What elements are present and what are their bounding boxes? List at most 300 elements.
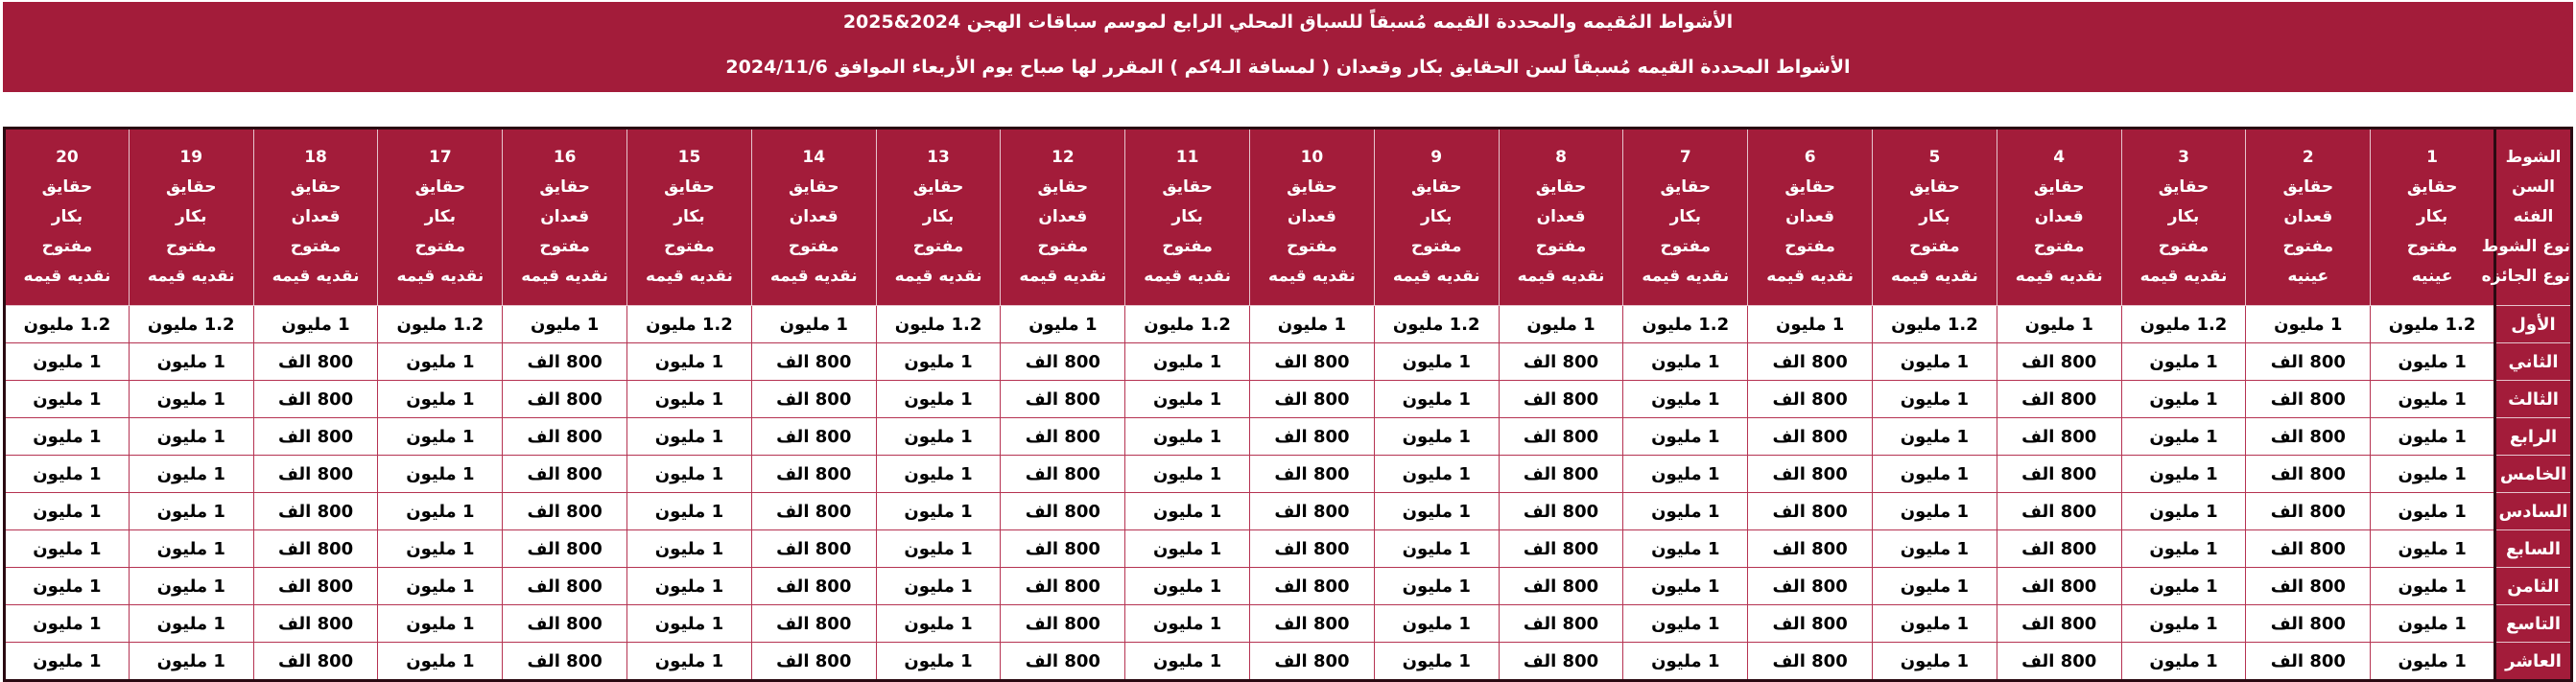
prize-cell: 1 مليون — [876, 343, 1001, 381]
prize-cell: 800 الف — [1001, 343, 1125, 381]
race-number: 15 — [677, 148, 701, 167]
prize-cell: 800 الف — [1001, 456, 1125, 493]
banner-title-line-1: الأشواط المُقيمه والمحددة القيمه مُسبقاً للسباق المحلي الرابع لموسم سباقات الهجن 2024&2025 — [842, 12, 1734, 33]
prize-cell: 1 مليون — [378, 456, 503, 493]
prize-cell: 1 مليون — [1623, 456, 1748, 493]
prize-cell: 1 مليون — [2371, 605, 2495, 643]
prize-cell: 1 مليون — [2371, 568, 2495, 605]
prize-cell: 800 الف — [1997, 418, 2121, 456]
table-row — [5, 381, 2572, 418]
prize-cell: 1 مليون — [627, 456, 752, 493]
prize-cell: 1 مليون — [1125, 530, 1250, 568]
race-category: بكار — [2167, 207, 2200, 226]
place-label: الرابع — [2495, 418, 2572, 456]
prize-cell: 1 مليون — [1623, 605, 1748, 643]
prize-cell: 800 الف — [751, 456, 876, 493]
race-number: 10 — [1300, 148, 1324, 167]
race-number: 14 — [802, 148, 826, 167]
race-number: 18 — [304, 148, 327, 167]
prize-cell: 1 مليون — [627, 381, 752, 418]
prize-cell: 1 مليون — [1374, 456, 1499, 493]
race-header-11 — [1125, 129, 1250, 306]
prize-cell: 1 مليون — [2121, 493, 2246, 530]
prize-cell: 1 مليون — [876, 568, 1001, 605]
prize-cell: 1 مليون — [5, 418, 130, 456]
race-type: مفتوح — [1410, 237, 1462, 256]
race-prize-type: نقديه قيمه — [2139, 267, 2228, 286]
race-age: حقايق — [165, 177, 217, 197]
prize-cell: 1 مليون — [129, 493, 253, 530]
race-header-7 — [1623, 129, 1748, 306]
place-label: التاسع — [2495, 605, 2572, 643]
title-banner — [3, 2, 2573, 92]
prize-cell: 1 مليون — [1125, 493, 1250, 530]
prize-cell: 800 الف — [751, 493, 876, 530]
prize-cell: 800 الف — [1001, 381, 1125, 418]
race-prize-type: نقديه قيمه — [894, 267, 982, 286]
race-prize-type: نقديه قيمه — [1144, 267, 1232, 286]
prize-cell: 1.2 مليون — [5, 306, 130, 343]
race-header-2 — [2246, 129, 2371, 306]
race-type: مفتوح — [290, 237, 342, 256]
prize-cell: 1 مليون — [1623, 343, 1748, 381]
prize-cell: 1 مليون — [627, 343, 752, 381]
race-category: قعدان — [291, 207, 341, 226]
race-type: مفتوح — [2406, 237, 2458, 256]
prize-cell: 1 مليون — [876, 643, 1001, 681]
prize-cell: 1 مليون — [627, 568, 752, 605]
prize-cell: 1 مليون — [2371, 493, 2495, 530]
prize-cell: 800 الف — [1997, 643, 2121, 681]
place-label: الأول — [2495, 306, 2572, 343]
prize-cell: 800 الف — [1250, 381, 1375, 418]
prize-cell: 800 الف — [253, 456, 378, 493]
race-type: مفتوح — [1287, 237, 1337, 256]
prize-cell: 1 مليون — [1374, 493, 1499, 530]
prize-cell: 1 مليون — [1623, 418, 1748, 456]
race-category: بكار — [2416, 207, 2448, 226]
prize-cell: 1 مليون — [2121, 605, 2246, 643]
race-age: حقايق — [2033, 177, 2085, 197]
prize-cell: 800 الف — [2246, 381, 2371, 418]
race-number: 6 — [1804, 148, 1816, 167]
prize-cell: 1 مليون — [1374, 418, 1499, 456]
table-row — [5, 643, 2572, 681]
prize-cell: 800 الف — [1748, 643, 1873, 681]
prize-cell: 1 مليون — [1125, 643, 1250, 681]
race-age: حقايق — [2282, 177, 2334, 197]
place-label: الثاني — [2495, 343, 2572, 381]
prize-cell: 800 الف — [1997, 456, 2121, 493]
prize-cell: 800 الف — [503, 643, 627, 681]
prize-cell: 1 مليون — [751, 306, 876, 343]
prize-cell: 1.2 مليون — [2371, 306, 2495, 343]
prize-cell: 800 الف — [2246, 418, 2371, 456]
prize-cell: 800 الف — [1250, 456, 1375, 493]
race-category: قعدان — [540, 207, 590, 226]
prize-cell: 1 مليون — [5, 456, 130, 493]
banner-title-line-2: الأشواط المحددة القيمه مُسبقاً لسن الحقايق بكار وقعدان ( لمسافة الـ4كم ) المقرر لها صباح يوم الأربعاء الموافق 2024/11/6 — [725, 57, 1851, 78]
prize-cell: 1 مليون — [5, 343, 130, 381]
race-number: 16 — [553, 148, 577, 167]
prize-cell: 1 مليون — [378, 381, 503, 418]
prize-cell: 1 مليون — [503, 306, 627, 343]
prize-cell: 800 الف — [1499, 381, 1623, 418]
race-prize-type: عينيه — [2287, 267, 2329, 286]
race-header-15 — [627, 129, 752, 306]
race-age: حقايق — [1784, 177, 1835, 197]
prize-cell: 1.2 مليون — [1623, 306, 1748, 343]
prize-cell: 800 الف — [751, 568, 876, 605]
prize-cell: 1 مليون — [129, 643, 253, 681]
race-category: بكار — [176, 207, 207, 226]
prize-cell: 800 الف — [503, 530, 627, 568]
prize-cell: 1 مليون — [2371, 456, 2495, 493]
prize-cell: 800 الف — [1499, 343, 1623, 381]
prize-cell: 1 مليون — [876, 381, 1001, 418]
race-age: حقايق — [1287, 177, 1337, 197]
prize-cell: 1 مليون — [876, 530, 1001, 568]
race-header-8 — [1499, 129, 1623, 306]
prize-cell: 800 الف — [1250, 343, 1375, 381]
prize-cell: 1 مليون — [253, 306, 378, 343]
table-row — [5, 568, 2572, 605]
prize-cell: 800 الف — [1748, 343, 1873, 381]
race-prize-type: نقديه قيمه — [521, 267, 609, 286]
prize-cell: 1 مليون — [1748, 306, 1873, 343]
race-category: بكار — [922, 207, 955, 226]
race-category: قعدان — [2283, 207, 2333, 226]
race-category: بكار — [424, 207, 457, 226]
prize-cell: 800 الف — [751, 343, 876, 381]
race-number: 11 — [1175, 148, 1199, 167]
prize-cell: 800 الف — [1997, 381, 2121, 418]
prize-cell: 1 مليون — [1499, 306, 1623, 343]
prize-cell: 1 مليون — [1997, 306, 2121, 343]
race-type: مفتوح — [1037, 237, 1089, 256]
prize-cell: 1 مليون — [627, 530, 752, 568]
row-header-labels-cell — [2481, 129, 2572, 306]
race-category: قعدان — [789, 207, 839, 226]
prize-cell: 1 مليون — [2121, 568, 2246, 605]
race-number: 2 — [2302, 148, 2314, 167]
race-prize-type: نقديه قيمه — [23, 267, 111, 286]
prize-cell: 800 الف — [751, 381, 876, 418]
prize-cell: 800 الف — [503, 493, 627, 530]
prize-cell: 800 الف — [1250, 530, 1375, 568]
prize-cell: 1 مليون — [2371, 418, 2495, 456]
race-type: مفتوح — [1535, 237, 1587, 256]
race-age: حقايق — [1037, 177, 1089, 197]
race-age: حقايق — [41, 177, 93, 197]
race-header-20 — [5, 129, 130, 306]
prize-cell: 1 مليون — [1873, 643, 1997, 681]
prize-cell: 1 مليون — [1374, 381, 1499, 418]
prize-cell: 1 مليون — [129, 456, 253, 493]
prize-cell: 800 الف — [1499, 418, 1623, 456]
race-header-6 — [1748, 129, 1873, 306]
prize-cell: 800 الف — [1499, 456, 1623, 493]
race-number: 12 — [1052, 148, 1075, 167]
race-type: مفتوح — [1660, 237, 1712, 256]
race-prize-type: نقديه قيمه — [147, 267, 235, 286]
prize-cell: 1 مليون — [1873, 456, 1997, 493]
race-type: مفتوح — [2033, 237, 2085, 256]
prize-cell: 800 الف — [503, 568, 627, 605]
race-prize-type: نقديه قيمه — [1891, 267, 1978, 286]
prize-cell: 800 الف — [1499, 568, 1623, 605]
race-age: حقايق — [2406, 177, 2458, 197]
race-prize-type: نقديه قيمه — [2015, 267, 2103, 286]
race-age: حقايق — [788, 177, 839, 197]
prize-cell: 1 مليون — [627, 493, 752, 530]
prize-cell: 800 الف — [503, 343, 627, 381]
race-prize-type: نقديه قيمه — [1766, 267, 1855, 286]
race-prizes-table — [3, 127, 2573, 682]
prize-cell: 1 مليون — [1125, 605, 1250, 643]
prize-cell: 1 مليون — [2371, 343, 2495, 381]
prize-cell: 1 مليون — [5, 530, 130, 568]
race-type: مفتوح — [2158, 237, 2210, 256]
prize-cell: 800 الف — [1499, 530, 1623, 568]
race-age: حقايق — [414, 177, 466, 197]
table-row — [5, 493, 2572, 530]
table-row — [5, 306, 2572, 343]
race-type: مفتوح — [165, 237, 217, 256]
race-number: 9 — [1430, 148, 1443, 167]
race-type: مفتوح — [414, 237, 466, 256]
prize-cell: 1 مليون — [1374, 530, 1499, 568]
race-category: بكار — [674, 207, 705, 226]
prize-cell: 800 الف — [253, 381, 378, 418]
prize-cell: 1 مليون — [1374, 568, 1499, 605]
prize-cell: 1 مليون — [129, 343, 253, 381]
prize-cell: 1 مليون — [378, 568, 503, 605]
prize-cell: 1 مليون — [2121, 530, 2246, 568]
race-header-18 — [253, 129, 378, 306]
prize-cell: 1 مليون — [129, 605, 253, 643]
prize-cell: 1 مليون — [1873, 530, 1997, 568]
prize-cell: 800 الف — [253, 643, 378, 681]
prize-cell: 800 الف — [253, 568, 378, 605]
prize-cell: 800 الف — [1001, 418, 1125, 456]
race-prize-type: نقديه قيمه — [769, 267, 858, 286]
race-prize-type: نقديه قيمه — [272, 267, 360, 286]
prize-cell: 800 الف — [1001, 568, 1125, 605]
prize-cell: 800 الف — [1748, 568, 1873, 605]
prize-cell: 1 مليون — [1374, 643, 1499, 681]
race-type: مفتوح — [664, 237, 715, 256]
prize-cell: 1 مليون — [1623, 643, 1748, 681]
table-row — [5, 530, 2572, 568]
prize-cell: 1 مليون — [1125, 381, 1250, 418]
prize-cell: 1 مليون — [2121, 343, 2246, 381]
prize-cell: 1 مليون — [1873, 343, 1997, 381]
race-type: مفتوح — [1909, 237, 1960, 256]
race-number: 7 — [1679, 148, 1691, 167]
race-category: قعدان — [1536, 207, 1586, 226]
race-type: مفتوح — [41, 237, 93, 256]
prize-cell: 1 مليون — [5, 605, 130, 643]
prize-cell: 1.2 مليون — [129, 306, 253, 343]
place-label: السادس — [2495, 493, 2572, 530]
race-header-4 — [1997, 129, 2121, 306]
prize-cell: 1 مليون — [2121, 381, 2246, 418]
prize-cell: 800 الف — [1748, 456, 1873, 493]
prize-cell: 1 مليون — [1001, 306, 1125, 343]
prize-cell: 800 الف — [253, 418, 378, 456]
race-header-16 — [503, 129, 627, 306]
race-type: مفتوح — [912, 237, 964, 256]
race-age: حقايق — [539, 177, 590, 197]
prize-cell: 1 مليون — [1125, 418, 1250, 456]
prize-cell: 1 مليون — [1873, 605, 1997, 643]
race-type: مفتوح — [1162, 237, 1213, 256]
place-label: الخامس — [2495, 456, 2572, 493]
table-row — [5, 456, 2572, 493]
place-label: الثالث — [2495, 381, 2572, 418]
prize-cell: 1 مليون — [129, 568, 253, 605]
prize-cell: 1 مليون — [129, 418, 253, 456]
prize-cell: 800 الف — [253, 493, 378, 530]
race-number: 3 — [2178, 148, 2189, 167]
race-header-9 — [1374, 129, 1499, 306]
prize-cell: 1 مليون — [876, 418, 1001, 456]
prize-cell: 800 الف — [751, 418, 876, 456]
race-header-19 — [129, 129, 253, 306]
prize-cell: 800 الف — [1001, 605, 1125, 643]
prize-cell: 1 مليون — [378, 530, 503, 568]
prize-cell: 1 مليون — [1623, 568, 1748, 605]
race-prize-type: نقديه قيمه — [396, 267, 484, 286]
prize-cell: 800 الف — [1748, 381, 1873, 418]
prize-cell: 800 الف — [1001, 643, 1125, 681]
race-prize-type: نقديه قيمه — [646, 267, 733, 286]
prize-cell: 1 مليون — [2371, 643, 2495, 681]
prize-cell: 1 مليون — [1873, 418, 1997, 456]
prize-cell: 1 مليون — [876, 605, 1001, 643]
race-header-1 — [2371, 129, 2495, 306]
prize-cell: 800 الف — [1997, 530, 2121, 568]
race-number: 8 — [1555, 148, 1567, 167]
prize-cell: 1 مليون — [627, 418, 752, 456]
prize-cell: 1 مليون — [1374, 343, 1499, 381]
prize-cell: 800 الف — [1997, 343, 2121, 381]
prize-cell: 800 الف — [1499, 643, 1623, 681]
race-age: حقايق — [1909, 177, 1960, 197]
prize-cell: 800 الف — [1997, 493, 2121, 530]
prize-cell: 800 الف — [503, 456, 627, 493]
prize-cell: 1 مليون — [2371, 530, 2495, 568]
race-age: حقايق — [1535, 177, 1587, 197]
prize-cell: 1 مليون — [5, 643, 130, 681]
prize-cell: 800 الف — [1001, 493, 1125, 530]
prize-cell: 800 الف — [253, 343, 378, 381]
prize-cell: 1 مليون — [1873, 493, 1997, 530]
prize-cell: 800 الف — [1748, 530, 1873, 568]
place-label: السابع — [2495, 530, 2572, 568]
prize-cell: 1 مليون — [378, 418, 503, 456]
prize-cell: 1 مليون — [627, 643, 752, 681]
prize-cell: 1 مليون — [1623, 493, 1748, 530]
prize-cell: 800 الف — [1499, 493, 1623, 530]
prize-cell: 800 الف — [751, 605, 876, 643]
prize-cell: 1 مليون — [378, 643, 503, 681]
header-label-race: الشوط — [2505, 148, 2562, 167]
prize-cell: 1 مليون — [5, 568, 130, 605]
prize-cell: 1 مليون — [378, 343, 503, 381]
race-number: 20 — [56, 148, 79, 167]
race-prize-type: نقديه قيمه — [1019, 267, 1107, 286]
race-age: حقايق — [912, 177, 964, 197]
prize-cell: 800 الف — [1250, 605, 1375, 643]
race-age: حقايق — [290, 177, 342, 197]
race-header-12 — [1001, 129, 1125, 306]
prize-cell: 1 مليون — [1374, 605, 1499, 643]
prize-cell: 800 الف — [253, 605, 378, 643]
race-number: 4 — [2053, 148, 2066, 167]
race-header-5 — [1873, 129, 1997, 306]
prize-cell: 1 مليون — [378, 493, 503, 530]
prize-cell: 1 مليون — [5, 493, 130, 530]
race-type: مفتوح — [788, 237, 839, 256]
prize-cell: 1.2 مليون — [378, 306, 503, 343]
race-category: بكار — [1669, 207, 1702, 226]
prize-cell: 800 الف — [503, 605, 627, 643]
prize-cell: 800 الف — [503, 418, 627, 456]
race-category: بكار — [1171, 207, 1203, 226]
race-header-3 — [2121, 129, 2246, 306]
prize-cell: 1 مليون — [1623, 530, 1748, 568]
prize-cell: 800 الف — [1250, 418, 1375, 456]
race-type: مفتوح — [1784, 237, 1835, 256]
race-category: بكار — [51, 207, 83, 226]
prize-cell: 1 مليون — [876, 456, 1001, 493]
prize-cell: 800 الف — [1250, 568, 1375, 605]
prize-cell: 800 الف — [1748, 418, 1873, 456]
prize-cell: 1 مليون — [129, 530, 253, 568]
prize-cell: 1 مليون — [5, 381, 130, 418]
table-row — [5, 343, 2572, 381]
prize-cell: 800 الف — [1001, 530, 1125, 568]
race-number: 1 — [2426, 148, 2439, 167]
table-row — [5, 418, 2572, 456]
race-category: بكار — [1919, 207, 1950, 226]
prize-cell: 1 مليون — [876, 493, 1001, 530]
header-label-age: السن — [2512, 177, 2555, 197]
prize-cell: 1 مليون — [1125, 568, 1250, 605]
race-category: بكار — [1421, 207, 1453, 226]
prize-cell: 1 مليون — [2121, 456, 2246, 493]
prize-cell: 1 مليون — [2121, 418, 2246, 456]
race-type: مفتوح — [2282, 237, 2334, 256]
race-header-13 — [876, 129, 1001, 306]
prize-cell: 800 الف — [2246, 568, 2371, 605]
prize-cell: 800 الف — [2246, 643, 2371, 681]
race-category: قعدان — [1785, 207, 1835, 226]
prize-cell: 800 الف — [2246, 456, 2371, 493]
race-age: حقايق — [2158, 177, 2210, 197]
prize-cell: 1 مليون — [2246, 306, 2371, 343]
race-category: قعدان — [1287, 207, 1336, 226]
place-label: العاشر — [2495, 643, 2572, 681]
table-header-row — [5, 129, 2572, 306]
race-prize-type: نقديه قيمه — [1392, 267, 1480, 286]
prize-cell: 800 الف — [2246, 530, 2371, 568]
prize-cell: 800 الف — [503, 381, 627, 418]
prize-cell: 1 مليون — [1250, 306, 1375, 343]
race-header-17 — [378, 129, 503, 306]
